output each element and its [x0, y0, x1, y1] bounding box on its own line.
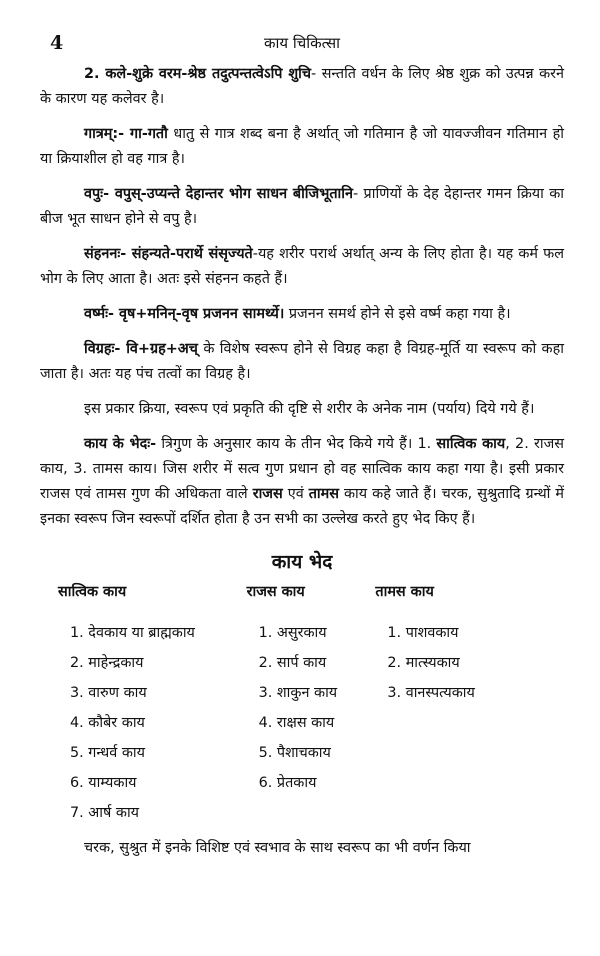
list-item: 6. प्रेतकाय — [258, 775, 317, 791]
type-list — [259, 618, 376, 798]
paragraph — [40, 337, 564, 387]
term: गात्रम्:- गा-गतौ — [84, 126, 168, 142]
term: 2. कले-शुक्रे वरम-श्रेष्ठ तदुत्पन्तत्वेऽपि शुचि — [84, 66, 312, 82]
list-item: 4. कौबेर काय — [70, 715, 145, 731]
list-item: 1. पाशवकाय — [387, 625, 459, 641]
list-item: 6. याम्यकाय — [70, 775, 137, 791]
page-number: 4 — [50, 32, 64, 54]
paragraph-text: प्रजनन समर्थ होने से इसे वर्ष्म कहा गया है। — [284, 306, 511, 322]
column-heading: सात्विक काय — [58, 584, 127, 600]
paragraph-text: धातु से गात्र शब्द बना है अर्थात् जो गतिमान है जो यावज्जीवन गतिमान हो या क्रियाशील हो वह गात्र है। — [40, 126, 564, 167]
term: सात्विक काय — [436, 436, 506, 452]
kaya-types-table — [58, 582, 564, 828]
list-item: 3. वारुण काय — [70, 685, 147, 701]
paragraph-text: -यह शरीर परार्थ अर्थात् अन्य के लिए होता है। यह कर्म फल भोग के लिए आता है। अतः इसे संहनन कहते हैं। — [40, 246, 564, 287]
list-item: 3. वानस्पत्यकाय — [387, 685, 475, 701]
term: संहननः- संहन्यते-परार्थे संसृज्यते — [84, 246, 253, 262]
term: वर्ष्मः- वृष+मनिन्-वृष प्रजनन सामर्थ्ये। — [84, 306, 285, 322]
list-item: 4. राक्षस काय — [258, 715, 335, 731]
body-text — [40, 62, 564, 532]
paragraph — [40, 397, 564, 422]
sattvika-column — [58, 582, 247, 828]
paragraph-text: के विशेष स्वरूप होने से विग्रह कहा है विग्रह-मूर्ति या स्वरूप को कहा जाता है। अतः यह पंच तत्वों का विग्रह है। — [40, 341, 564, 382]
list-item: 2. सार्प काय — [258, 655, 327, 671]
paragraph-text: - प्राणियों के देह देहान्तर गमन क्रिया का बीज भूत साधन होने से वपु है। — [40, 186, 564, 227]
section-heading: काय भेद — [271, 551, 333, 573]
page-header — [40, 28, 564, 62]
term: विग्रहः- वि+ग्रह+अच् — [84, 341, 198, 357]
paragraph — [40, 182, 564, 232]
paragraph-text: - सन्तति वर्धन के लिए श्रेष्ठ शुक्र को उत्पन्न करने के कारण यह कलेवर है। — [40, 66, 564, 107]
paragraph-text: एवं — [282, 486, 309, 502]
list-item: 2. माहेन्द्रकाय — [70, 655, 144, 671]
type-list — [387, 618, 564, 708]
term: काय के भेदः- — [84, 436, 157, 452]
list-item: 2. मात्स्यकाय — [387, 655, 460, 671]
type-list — [70, 618, 247, 828]
kaya-bheda-paragraph — [40, 432, 564, 532]
paragraph — [40, 302, 564, 327]
term: तामस — [308, 486, 339, 502]
list-item: 5. पैशाचकाय — [258, 745, 331, 761]
tamasa-column — [375, 582, 564, 828]
paragraph-text: , 2. राजस काय, 3. तामस काय। जिस शरीर में सत्व गुण प्रधान हो वह सात्विक काय कहा गया है। इसी प्रकार राजस एवं तामस गुण की अधिकता वाले — [40, 436, 564, 502]
list-item: 1. असुरकाय — [258, 625, 327, 641]
paragraph — [40, 122, 564, 172]
running-title: काय चिकित्सा — [263, 34, 340, 52]
list-item: 5. गन्धर्व काय — [70, 745, 145, 761]
term: राजस — [252, 486, 283, 502]
paragraph — [40, 62, 564, 112]
closing-text: चरक, सुश्रुत में इनके विशिष्ट एवं स्वभाव के साथ स्वरूप का भी वर्णन किया — [84, 840, 471, 856]
paragraph-text: इस प्रकार क्रिया, स्वरूप एवं प्रकृति की दृष्टि से शरीर के अनेक नाम (पर्याय) दिये गये हैं। — [84, 401, 535, 417]
term: वपुः- वपुस्-उप्यन्ते देहान्तर भोग साधन बीजिभूतानि — [84, 186, 353, 202]
paragraph-text: त्रिगुण के अनुसार काय के तीन भेद किये गये हैं। 1. — [156, 436, 437, 452]
paragraph — [40, 242, 564, 292]
list-item: 7. आर्ष काय — [70, 805, 140, 821]
paragraph-text: काय कहे जाते हैं। चरक, सुश्रुतादि ग्रन्थों में इनका स्वरूप जिन स्वरूपों दर्शित होता है उन सभी का उल्लेख करते हुए भेद किए हैं। — [40, 486, 564, 527]
list-item: 1. देवकाय या ब्राह्मकाय — [70, 625, 195, 641]
list-item: 3. शाकुन काय — [258, 685, 338, 701]
column-heading: राजस काय — [246, 584, 305, 600]
rajasa-column — [247, 582, 376, 828]
column-heading: तामस काय — [375, 584, 434, 600]
